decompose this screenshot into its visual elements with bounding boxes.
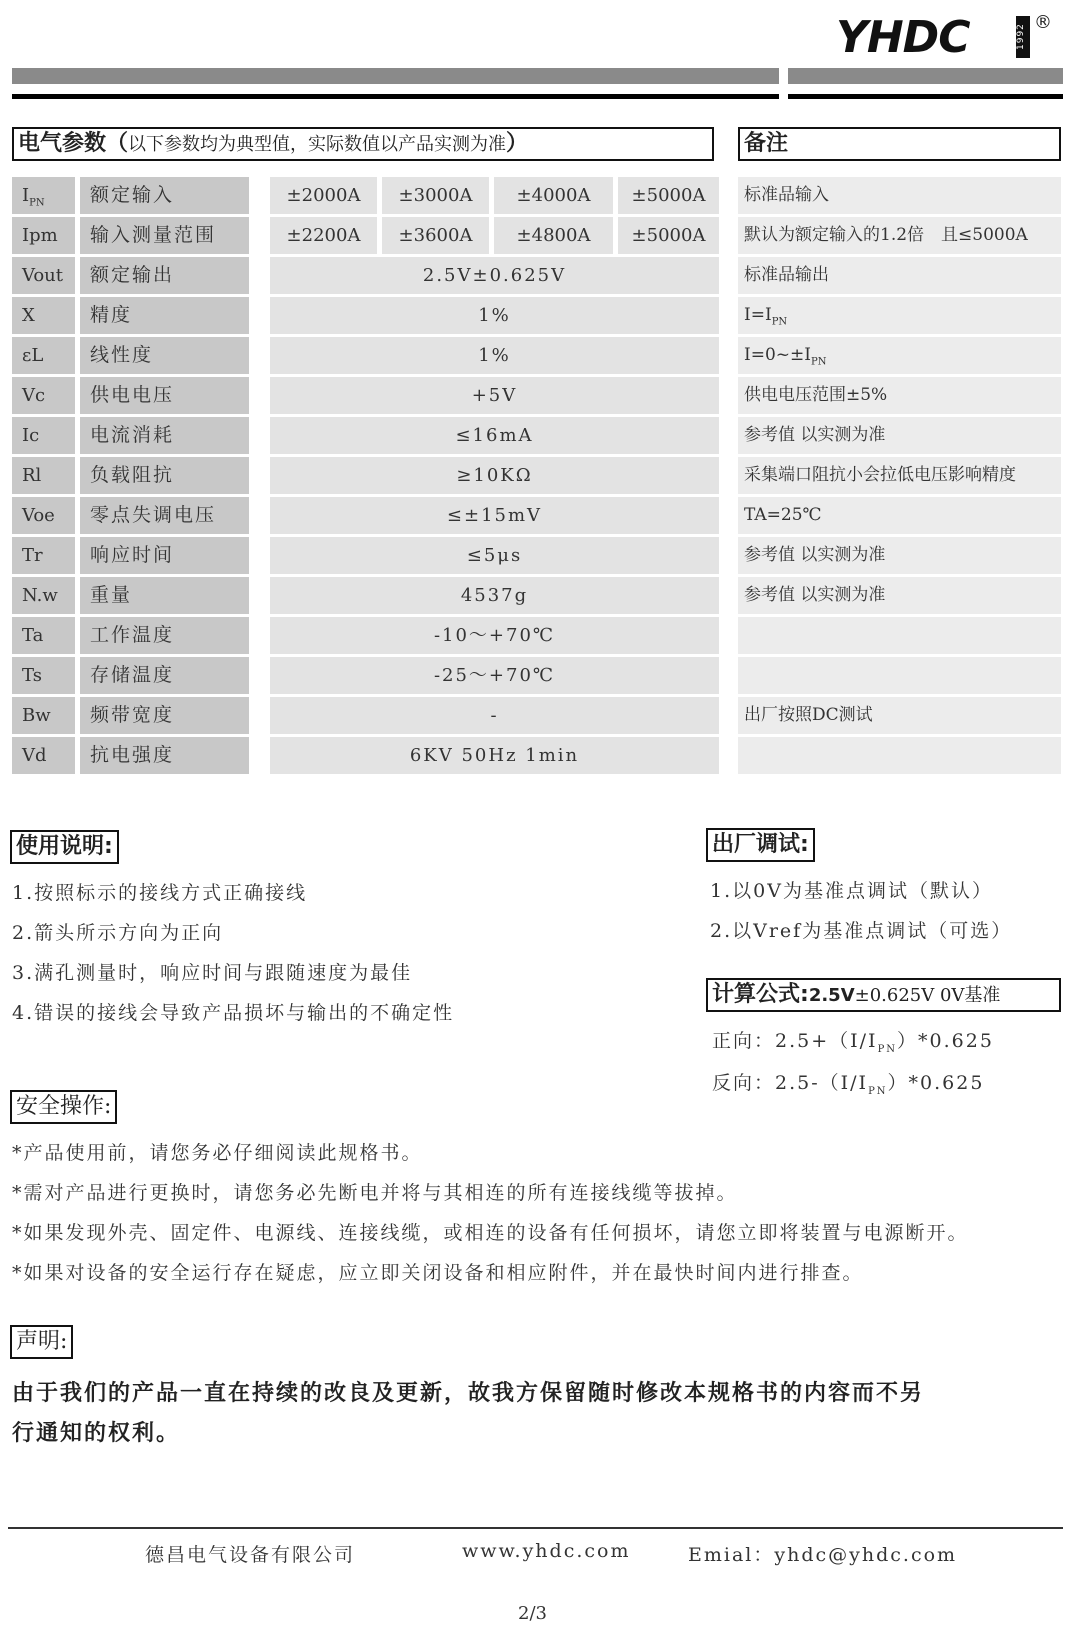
param-name: 抗电强度	[80, 737, 249, 774]
company-name: 德昌电气设备有限公司	[145, 1544, 356, 1566]
param-note: 参考值 以实测为准	[738, 577, 1061, 614]
param-value: ±5000A	[618, 217, 719, 254]
param-value: -10～+70℃	[270, 617, 719, 654]
usage-item: 1.按照标示的接线方式正确接线	[12, 882, 308, 904]
param-note	[738, 657, 1061, 694]
param-note: $I=0\sim\pm I_{PN}$	[738, 337, 1061, 374]
yhdc-logo	[836, 12, 1066, 64]
param-note: 出厂按照DC测试	[738, 697, 1061, 734]
electrical-params-heading: 电气参数（以下参数均为典型值，实际数值以产品实测为准）	[12, 127, 714, 161]
param-symbol: Bw	[12, 697, 75, 734]
safety-heading: 安全操作:	[10, 1090, 117, 1124]
param-value: 1%	[270, 297, 719, 334]
param-value: 1%	[270, 337, 719, 374]
website-link[interactable]: www.yhdc.com	[462, 1540, 631, 1562]
usage-item: 2.箭头所示方向为正向	[12, 922, 224, 944]
param-value: 4537g	[270, 577, 719, 614]
param-value: ≥10KΩ	[270, 457, 719, 494]
param-value: 2.5V±0.625V	[270, 257, 719, 294]
param-note: 采集端口阻抗小会拉低电压影响精度	[738, 457, 1061, 494]
header-band-left	[12, 68, 779, 84]
param-value: ±2000A	[270, 177, 377, 214]
param-value: ±2200A	[270, 217, 377, 254]
param-value: ≤5μs	[270, 537, 719, 574]
param-value: ≤16mA	[270, 417, 719, 454]
param-note	[738, 617, 1061, 654]
param-note: 标准品输出	[738, 257, 1061, 294]
factory-item: 1.以0V为基准点调试（默认）	[710, 880, 993, 902]
header-rule-left	[12, 94, 779, 99]
param-note	[738, 737, 1061, 774]
statement-line: 行通知的权利。	[12, 1421, 181, 1446]
param-note: 参考值 以实测为准	[738, 537, 1061, 574]
factory-item: 2.以Vref为基准点调试（可选）	[710, 920, 1013, 942]
param-value: +5V	[270, 377, 719, 414]
param-name: 精度	[80, 297, 249, 334]
param-symbol: Ipm	[12, 217, 75, 254]
safety-item: *如果对设备的安全运行存在疑虑，应立即关闭设备和相应附件，并在最快时间内进行排查。	[12, 1262, 864, 1284]
header-band-right	[788, 68, 1063, 84]
footer-rule	[8, 1527, 1063, 1529]
param-value: ±3600A	[382, 217, 489, 254]
param-name: 重量	[80, 577, 249, 614]
remarks-heading: 备注	[738, 127, 1061, 161]
param-symbol: εL	[12, 337, 75, 374]
logo-year: 1992	[1016, 16, 1030, 58]
param-name: 工作温度	[80, 617, 249, 654]
param-value: -	[270, 697, 719, 734]
formula-heading: 计算公式:2.5V±0.625V 0V基准	[706, 978, 1061, 1012]
param-symbol: Tr	[12, 537, 75, 574]
param-note: $I=I_{PN}$	[738, 297, 1061, 334]
param-name: 输入测量范围	[80, 217, 249, 254]
param-name: 电流消耗	[80, 417, 249, 454]
safety-item: *产品使用前，请您务必仔细阅读此规格书。	[12, 1142, 423, 1164]
formula-reverse: 反向：$2.5-(I/I_{PN})*0.625$	[712, 1072, 985, 1097]
safety-item: *如果发现外壳、固定件、电源线、连接线缆，或相连的设备有任何损坏，请您立即将装置与电源断开。	[12, 1222, 969, 1244]
param-name: 零点失调电压	[80, 497, 249, 534]
usage-heading: 使用说明:	[10, 830, 119, 864]
logo-text: YHDC	[836, 12, 970, 63]
param-symbol: X	[12, 297, 75, 334]
param-symbol: Voe	[12, 497, 75, 534]
email-link[interactable]: Emial：yhdc@yhdc.com	[688, 1544, 958, 1566]
param-symbol: N.w	[12, 577, 75, 614]
param-symbol: Ic	[12, 417, 75, 454]
registered-mark: ®	[1034, 12, 1052, 33]
factory-heading: 出厂调试:	[706, 828, 815, 862]
param-name: 响应时间	[80, 537, 249, 574]
param-name: 线性度	[80, 337, 249, 374]
param-value: 6KV 50Hz 1min	[270, 737, 719, 774]
param-name: 频带宽度	[80, 697, 249, 734]
param-name: 供电电压	[80, 377, 249, 414]
formula-forward: 正向：$2.5+(I/I_{PN})*0.625$	[712, 1030, 994, 1055]
param-note: 默认为额定输入的1.2倍 且≤5000A	[738, 217, 1061, 254]
param-value: ±5000A	[618, 177, 719, 214]
safety-item: *需对产品进行更换时，请您务必先断电并将与其相连的所有连接线缆等拔掉。	[12, 1182, 738, 1204]
param-value: ≤±15mV	[270, 497, 719, 534]
header-rule-right	[788, 94, 1063, 99]
param-note: TA=25℃	[738, 497, 1061, 534]
usage-item: 3.满孔测量时，响应时间与跟随速度为最佳	[12, 962, 413, 984]
param-name: 负载阻抗	[80, 457, 249, 494]
param-name: 额定输出	[80, 257, 249, 294]
param-name: 存储温度	[80, 657, 249, 694]
param-value: ±4000A	[494, 177, 613, 214]
param-name: 额定输入	[80, 177, 249, 214]
page-number: 2/3	[518, 1603, 547, 1624]
param-note: 参考值 以实测为准	[738, 417, 1061, 454]
statement-heading: 声明:	[10, 1325, 73, 1359]
param-symbol: Vd	[12, 737, 75, 774]
param-symbol: Vc	[12, 377, 75, 414]
param-symbol: Rl	[12, 457, 75, 494]
param-symbol: $I_{PN}$	[12, 177, 75, 214]
param-symbol: Ta	[12, 617, 75, 654]
statement-line: 由于我们的产品一直在持续的改良及更新，故我方保留随时修改本规格书的内容而不另	[12, 1381, 925, 1406]
param-value: ±4800A	[494, 217, 613, 254]
param-value: ±3000A	[382, 177, 489, 214]
param-value: -25～+70℃	[270, 657, 719, 694]
param-note: 标准品输入	[738, 177, 1061, 214]
usage-item: 4.错误的接线会导致产品损坏与输出的不确定性	[12, 1002, 455, 1024]
param-symbol: Ts	[12, 657, 75, 694]
param-symbol: Vout	[12, 257, 75, 294]
param-note: 供电电压范围±5%	[738, 377, 1061, 414]
